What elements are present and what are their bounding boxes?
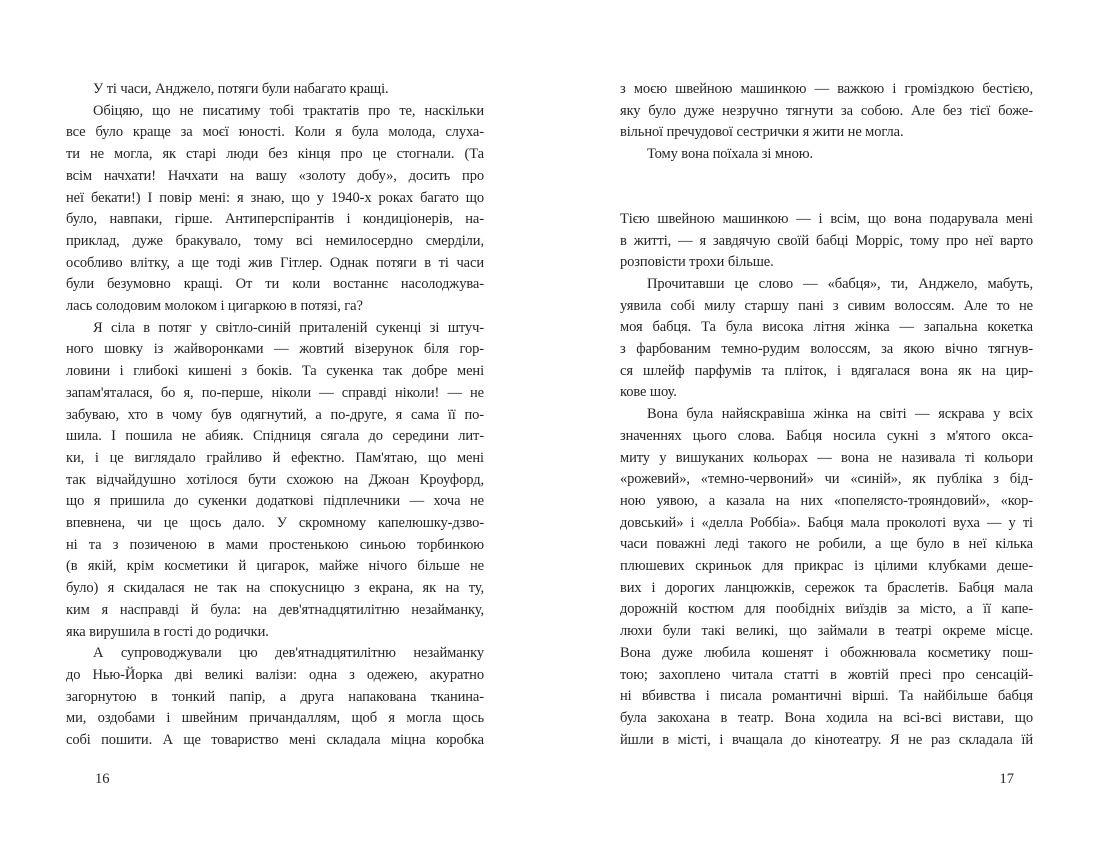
text-line: ловини і глибокі кишені з боків. Та сукенка так добре мені bbox=[66, 363, 484, 380]
text-line: до Нью-Йорка дві великі валізи: одна з одежею, акуратно bbox=[66, 666, 484, 683]
text-line: кове шоу. bbox=[620, 384, 677, 401]
text-line: була закохана в театр. Вона ходила на всі-всі вистави, що bbox=[620, 709, 1033, 726]
text-line: Прочитавши це слово — «бабця», ти, Анджело, мабуть, bbox=[647, 275, 1033, 292]
text-line: так відчайдушно хотілося бути схожою на Джоан Кроуфорд, bbox=[66, 471, 484, 488]
text-line: було, навпаки, гірше. Антиперспірантів і кондиціонерів, на- bbox=[66, 211, 484, 228]
text-line: Вона дуже любила кошенят і обожнювала косметику пош- bbox=[620, 644, 1033, 661]
text-line: лась солодовим молоком і цигаркою в потязі, га? bbox=[66, 298, 363, 315]
text-line: ки, і це виглядало грайливо й ефектно. Пам'ятаю, що мені bbox=[66, 449, 484, 466]
text-line: неї бекати!) І повір мені: я знаю, що у 1940-х роках багато що bbox=[66, 189, 484, 206]
paragraph bbox=[66, 643, 484, 752]
text-line: з фарбованим темно-рудим волоссям, за якою вічно тягнув- bbox=[620, 341, 1033, 358]
text-line: (в якій, крім косметики й цигарок, майже нічого більше не bbox=[66, 558, 484, 575]
text-line: часи поважні леді такого не робили, а ще було в неї кілька bbox=[620, 536, 1033, 553]
text-line: дорожній костюм для пообідніх виїздів за місто, а її капе- bbox=[620, 601, 1033, 618]
text-line: особливо влітку, а ще тоді жив Гітлер. Однак потяги в ті часи bbox=[66, 254, 484, 271]
text-line: шила. І пошила не абияк. Спідниця сягала до середини лит- bbox=[66, 428, 484, 445]
text-line: уявила собі милу старшу пані з сивим волоссям. Але то не bbox=[620, 297, 1033, 314]
text-line: приклад, дуже бракувало, тому всі немилосердно смерділи, bbox=[66, 232, 484, 249]
text-line: йшли в місті, і вчащала до кінотеатру. Я не раз складала їй bbox=[620, 731, 1033, 748]
page-number-left: 16 bbox=[95, 771, 110, 787]
text-line: вільної пречудової сестрички я жити не могла. bbox=[620, 124, 904, 141]
paragraph bbox=[66, 79, 484, 101]
text-line: були безумовно кращі. От ти коли востаннє насолоджува- bbox=[66, 276, 484, 293]
text-line: Тому вона поїхала зі мною. bbox=[647, 146, 813, 163]
text-line: забуваю, хто в чому був одягнутий, а по-друге, я сама її по- bbox=[66, 406, 484, 423]
text-line: значеннях цього слова. Бабця носила сукні з м'ятого окса- bbox=[620, 427, 1033, 444]
text-line: моя бабця. Та була висока літня жінка — запальна кокетка bbox=[620, 319, 1033, 336]
text-line: А супроводжували цю дев'ятнадцятилітню незайманку bbox=[93, 645, 484, 662]
paragraph bbox=[620, 274, 1033, 404]
text-line: «рожевий», «темно-червоний» чи «синій», як публіка з бід- bbox=[620, 471, 1033, 488]
paragraph bbox=[620, 209, 1033, 274]
text-line: яка вирушила в гості до родички. bbox=[66, 623, 269, 640]
text-line: запам'яталася, бо я, по-перше, ніколи — справді ніколи! — не bbox=[66, 384, 484, 401]
text-line: всім начхати! Начхати на вашу «золоту добу», досить про bbox=[66, 167, 484, 184]
page-number-right: 17 bbox=[999, 771, 1014, 787]
text-line: ти не могла, як старі люди без кінця про це стогнали. (Та bbox=[66, 146, 484, 163]
text-line: миту у вишуканих кольорах — вона не називала ті кольори bbox=[620, 449, 1033, 466]
text-line: Обіцяю, що не писатиму тобі трактатів про те, наскільки bbox=[93, 102, 484, 119]
text-line: ні вбивства і писала романтичні вірші. Та найбільше бабця bbox=[620, 688, 1033, 705]
book-page-left bbox=[0, 0, 552, 850]
text-line: вих і дорогих ланцюжків, сережок та браслетів. Бабця мала bbox=[620, 579, 1033, 596]
text-line: Вона була найяскравіша жінка на світі — яскрава у всіх bbox=[647, 406, 1033, 423]
text-line: з моєю швейною машинкою — важкою і громіздкою бестією, bbox=[620, 81, 1033, 97]
text-line: ми, оздобами і швейним причандаллям, щоб я могла щось bbox=[66, 710, 484, 727]
text-line: було) я скидалася не так на спокусницю з екрана, як на ту, bbox=[66, 580, 484, 597]
page-text-right bbox=[620, 79, 1033, 751]
page-text-left bbox=[66, 79, 484, 752]
text-line: загорнутою в тонкий папір, а друга напакована тканина- bbox=[66, 688, 484, 705]
text-line: довський» і «делла Роббіа». Бабця мала проколоті вуха — у ті bbox=[620, 514, 1033, 531]
paragraph bbox=[620, 144, 1033, 166]
paragraph bbox=[66, 101, 484, 318]
text-line: впевнена, чи це щось дало. У скромному капелюшку-дзво- bbox=[66, 515, 484, 532]
text-line: У ті часи, Анджело, потяги були набагато кращі. bbox=[93, 81, 389, 97]
text-line: в житті, — я завдячую своїй бабці Морріс, тому про неї варто bbox=[620, 232, 1033, 249]
text-line: ся шлейф парфумів та пліток, і вдягалася вона як на цир- bbox=[620, 362, 1033, 379]
text-line: розповісти трохи більше. bbox=[620, 254, 774, 271]
text-line: плюшевих скриньок для прикрас із цілими клубками деше- bbox=[620, 558, 1033, 575]
text-line: все було краще за моєї юності. Коли я була молода, слуха- bbox=[66, 124, 484, 141]
text-line: що я пришила до сукенки додаткові підплечники — хоча не bbox=[66, 493, 484, 510]
text-line: тою; захоплено читала статті в жовтій пресі про сенсацій- bbox=[620, 666, 1033, 683]
text-line: ні та з позиченою в мами простенькою синьою торбинкою bbox=[66, 536, 484, 553]
text-line: ким я насправді й була: на дев'ятнадцятилітню незайманку, bbox=[66, 601, 484, 618]
text-line: яку було дуже незручно тягнути за собою. Але без тієї боже- bbox=[620, 102, 1033, 119]
text-line: собі пошити. А ще товариство мені складала міцна коробка bbox=[66, 732, 484, 749]
text-line: люхи були такі великі, що займали в театрі окреме місце. bbox=[620, 623, 1033, 640]
text-line: ною уявою, а казала на них «попелясто-трояндовий», «кор- bbox=[620, 492, 1033, 509]
book-page-right bbox=[552, 0, 1104, 850]
text-line: Тією швейною машинкою — і всім, що вона подарувала мені bbox=[620, 210, 1033, 227]
paragraph bbox=[620, 404, 1033, 751]
text-line: ного шовку із жайворонками — жовтий візерунок біля гор- bbox=[66, 341, 484, 358]
paragraph bbox=[620, 79, 1033, 144]
text-line: Я сіла в потяг у світло-синій приталеній сукенці зі штуч- bbox=[93, 319, 484, 336]
paragraph bbox=[66, 318, 484, 644]
